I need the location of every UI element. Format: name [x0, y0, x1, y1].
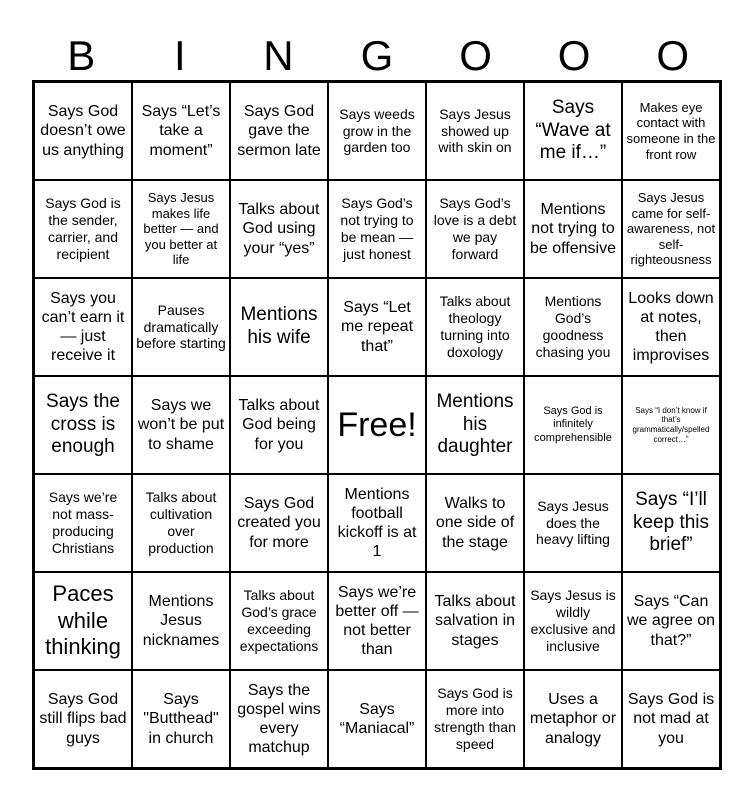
bingo-cell[interactable]: Mentions football kickoff is at 1: [328, 474, 426, 572]
bingo-cell[interactable]: Says we’re better off — not better than: [328, 572, 426, 670]
bingo-cell[interactable]: Mentions his daughter: [426, 376, 524, 474]
bingo-cell[interactable]: Says “I’ll keep this brief”: [622, 474, 720, 572]
bingo-cell[interactable]: Says Jesus showed up with skin on: [426, 82, 524, 180]
header-letter-b: B: [67, 32, 96, 79]
bingo-cell[interactable]: Mentions Jesus nicknames: [132, 572, 230, 670]
header-letter-g: G: [360, 32, 394, 79]
bingo-cell[interactable]: Talks about God’s grace exceeding expectations: [230, 572, 328, 670]
bingo-cell[interactable]: Says “Let’s take a moment”: [132, 82, 230, 180]
bingo-cell[interactable]: Uses a metaphor or analogy: [524, 670, 622, 768]
bingo-cell[interactable]: Says God created you for more: [230, 474, 328, 572]
bingo-cell[interactable]: Says “Maniacal”: [328, 670, 426, 768]
bingo-cell[interactable]: Says weeds grow in the garden too: [328, 82, 426, 180]
bingo-cell[interactable]: Says we won’t be put to shame: [132, 376, 230, 474]
bingo-cell[interactable]: Says God still flips bad guys: [34, 670, 132, 768]
bingo-cell[interactable]: Makes eye contact with someone in the front row: [622, 82, 720, 180]
bingo-header: [32, 30, 722, 82]
header-letter-o: O: [557, 32, 591, 79]
bingo-cell[interactable]: Says God is infinitely comprehensible: [524, 376, 622, 474]
header-letter-o: O: [656, 32, 690, 79]
bingo-cell[interactable]: Says “Let me repeat that”: [328, 278, 426, 376]
bingo-cell[interactable]: Says the cross is enough: [34, 376, 132, 474]
bingo-cell[interactable]: Says Jesus came for self-awareness, not self-righteousness: [622, 180, 720, 278]
bingo-cell[interactable]: Says God’s not trying to be mean — just honest: [328, 180, 426, 278]
bingo-cell[interactable]: Says “I don’t know if that’s grammatically/spelled correct…”: [622, 376, 720, 474]
bingo-cell[interactable]: Walks to one side of the stage: [426, 474, 524, 572]
bingo-cell[interactable]: Says Jesus does the heavy lifting: [524, 474, 622, 572]
bingo-cell[interactable]: Says “Can we agree on that?”: [622, 572, 720, 670]
bingo-cell[interactable]: Mentions not trying to be offensive: [524, 180, 622, 278]
bingo-cell[interactable]: Talks about God being for you: [230, 376, 328, 474]
bingo-cell[interactable]: Pauses dramatically before starting: [132, 278, 230, 376]
bingo-cell[interactable]: Talks about God using your “yes”: [230, 180, 328, 278]
bingo-cell[interactable]: Says “Wave at me if…”: [524, 82, 622, 180]
header-letter-o: O: [459, 32, 492, 79]
bingo-cell[interactable]: Says God is more into strength than speed: [426, 670, 524, 768]
bingo-cell[interactable]: Says "Butthead" in church: [132, 670, 230, 768]
bingo-cell[interactable]: Mentions his wife: [230, 278, 328, 376]
bingo-cell[interactable]: Talks about salvation in stages: [426, 572, 524, 670]
bingo-cell[interactable]: Says the gospel wins every matchup: [230, 670, 328, 768]
bingo-cell[interactable]: Says Jesus is wildly exclusive and inclusive: [524, 572, 622, 670]
bingo-cell[interactable]: Says God doesn’t owe us anything: [34, 82, 132, 180]
header-letter-n: N: [263, 32, 294, 79]
bingo-cell[interactable]: Says God is the sender, carrier, and recipient: [34, 180, 132, 278]
free-space[interactable]: Free!: [328, 376, 426, 474]
bingo-cell[interactable]: Says Jesus makes life better — and you better at life: [132, 180, 230, 278]
bingo-cell[interactable]: Says you can’t earn it — just receive it: [34, 278, 132, 376]
bingo-cell[interactable]: Paces while thinking: [34, 572, 132, 670]
bingo-card: [32, 80, 722, 770]
bingo-cell[interactable]: Looks down at notes, then improvises: [622, 278, 720, 376]
bingo-cell[interactable]: Mentions God’s goodness chasing you: [524, 278, 622, 376]
bingo-cell[interactable]: Says we’re not mass-producing Christians: [34, 474, 132, 572]
bingo-cell[interactable]: Says God’s love is a debt we pay forward: [426, 180, 524, 278]
bingo-cell[interactable]: Talks about cultivation over production: [132, 474, 230, 572]
bingo-cell[interactable]: Says God gave the sermon late: [230, 82, 328, 180]
bingo-cell[interactable]: Says God is not mad at you: [622, 670, 720, 768]
bingo-cell[interactable]: Talks about theology turning into doxology: [426, 278, 524, 376]
header-letter-i: I: [174, 32, 186, 79]
